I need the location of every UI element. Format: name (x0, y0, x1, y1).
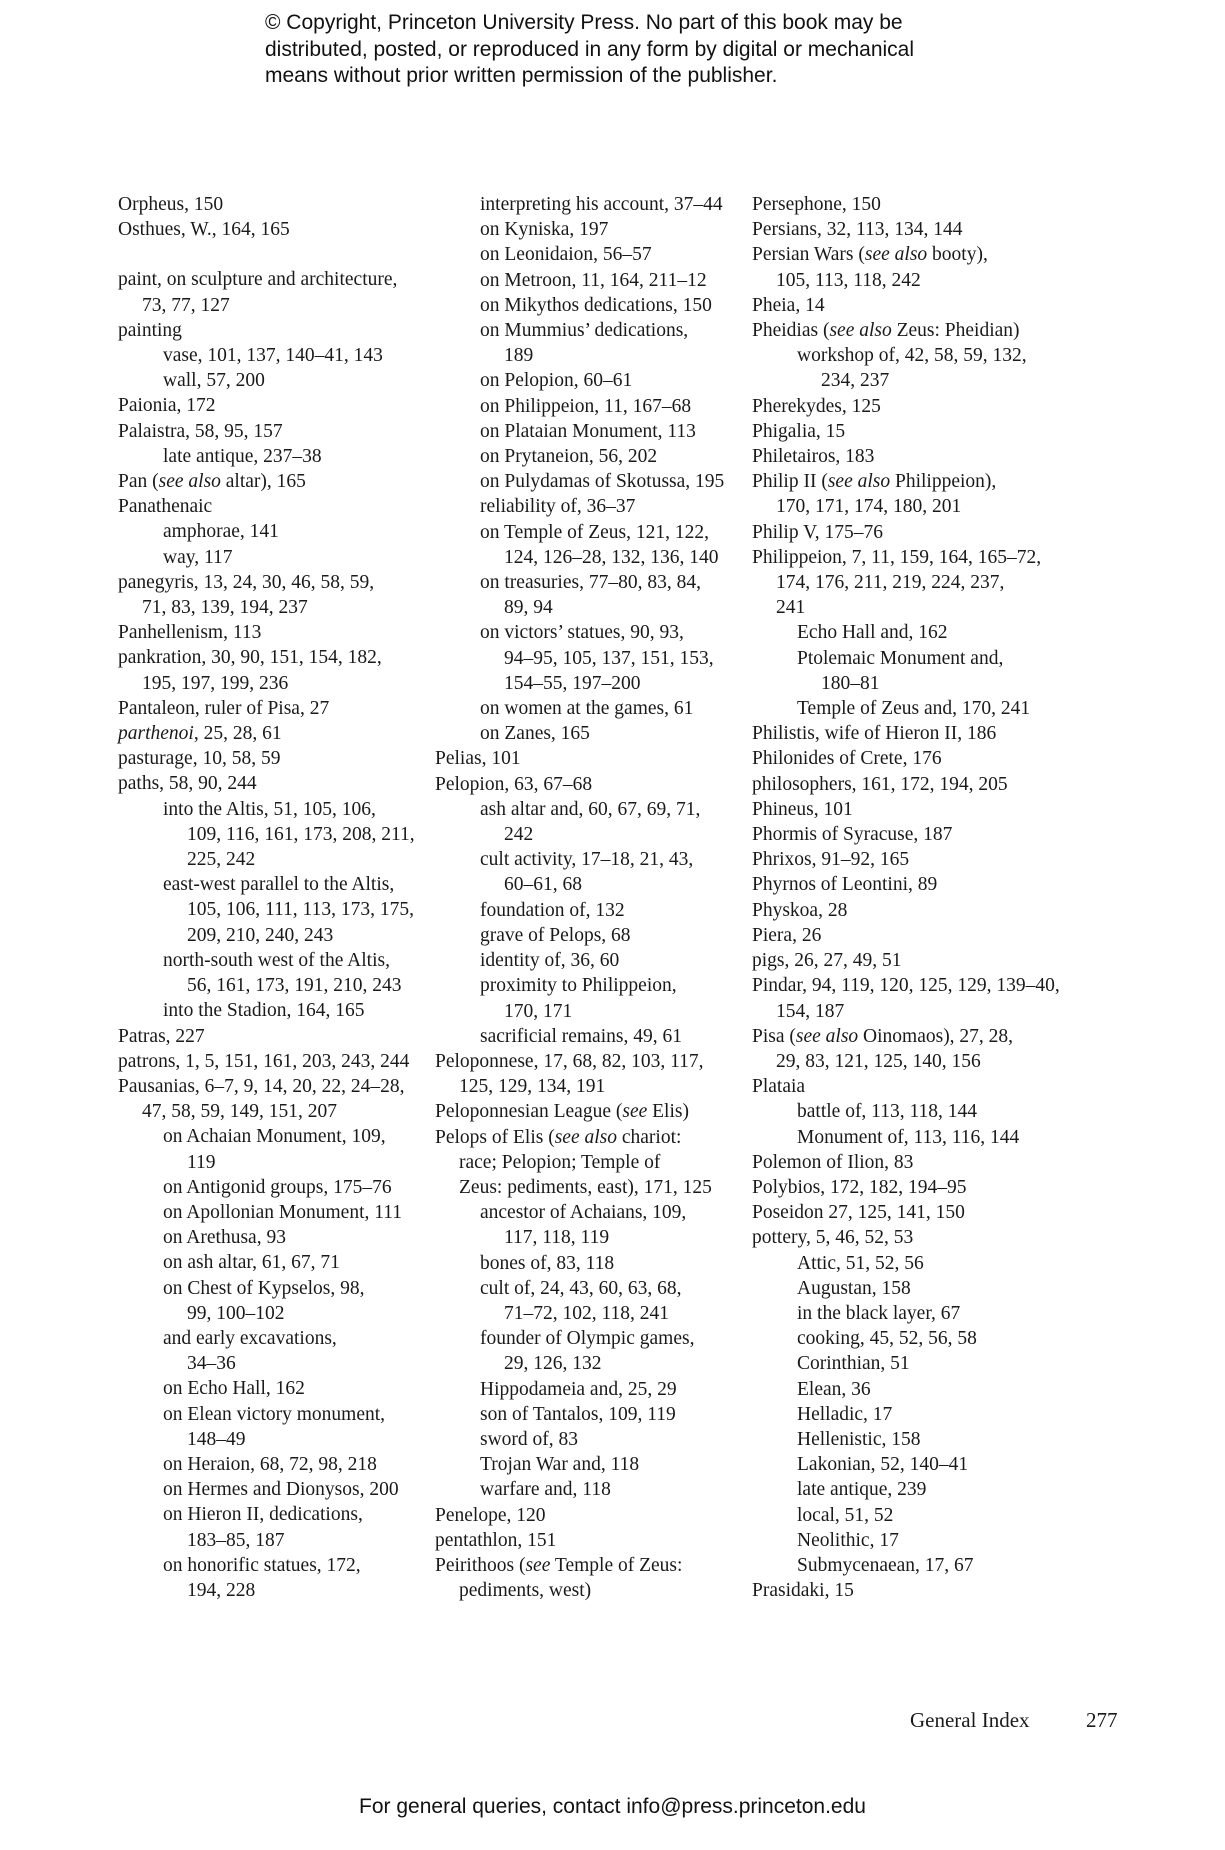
index-subentry: ancestor of Achaians, 109, 117, 118, 119 (480, 1202, 687, 1249)
index-subentry: on honorific statues, 172, 194, 228 (163, 1554, 361, 1601)
index-entry: Persian Wars (see also booty), 105, 113, 118, 242 (752, 244, 988, 291)
index-subentry: in the black layer, 67 (797, 1302, 961, 1324)
index-entry: Pheidias (see also Zeus: Pheidian) (752, 320, 1020, 342)
index-entry: Pindar, 94, 119, 120, 125, 129, 139–40, 154, 187 (752, 975, 1060, 1022)
index-entry: Pelopion, 63, 67–68 (435, 773, 593, 795)
index-subentry: on Mikythos dedications, 150 (480, 294, 712, 316)
index-entry: pigs, 26, 27, 49, 51 (752, 950, 902, 972)
index-subentry: on Apollonian Monument, 111 (163, 1201, 403, 1223)
index-subentry: son of Tantalos, 109, 119 (480, 1403, 676, 1425)
index-entry: Phineus, 101 (752, 798, 853, 820)
index-entry: pasturage, 10, 58, 59 (118, 748, 281, 770)
footer-contact: For general queries, contact info@press.princeton.edu (359, 1795, 866, 1818)
index-subentry: Monument of, 113, 116, 144 (797, 1126, 1020, 1148)
index-subentry: on Arethusa, 93 (163, 1227, 286, 1249)
index-subentry: grave of Pelops, 68 (480, 924, 631, 946)
index-entry: Osthues, W., 164, 165 (118, 219, 290, 241)
index-subentry: on Mummius’ dedications, 189 (480, 320, 689, 367)
index-entry: parthenoi, 25, 28, 61 (118, 723, 282, 745)
index-subentry: on treasuries, 77–80, 83, 84, 89, 94 (480, 572, 701, 619)
index-subentry: ash altar and, 60, 67, 69, 71, 242 (480, 798, 701, 846)
index-subentry: on Elean victory monument, 148–49 (163, 1403, 386, 1450)
index-subentry: Hippodameia and, 25, 29 (480, 1378, 677, 1400)
index-subentry: on Kyniska, 197 (480, 219, 609, 241)
index-entry: Polybios, 172, 182, 194–95 (752, 1176, 967, 1198)
running-head: General Index (910, 1708, 1030, 1732)
index-subentry: into the Stadion, 164, 165 (163, 1000, 365, 1022)
index-entry: patrons, 1, 5, 151, 161, 203, 243, 244 (118, 1050, 410, 1072)
index-subentry: sacrificial remains, 49, 61 (480, 1025, 682, 1047)
index-entry: Philip II (see also Philippeion), 170, 171, 174, 180, 201 (752, 471, 997, 518)
index-entry: Poseidon 27, 125, 141, 150 (752, 1202, 965, 1224)
index-entry: Phigalia, 15 (752, 420, 846, 442)
index-subentry: on Pelopion, 60–61 (480, 370, 633, 392)
index-entry: Peloponnesian League (see Elis) (435, 1101, 689, 1123)
index-subentry: Elean, 36 (797, 1378, 871, 1400)
page-number: 277 (1086, 1708, 1118, 1732)
copyright-notice (265, 10, 985, 90)
index-entry: painting (118, 319, 182, 341)
index-subentry: cooking, 45, 52, 56, 58 (797, 1328, 977, 1350)
index-subentry: proximity to Philippeion, 170, 171 (480, 975, 677, 1022)
index-entry: Penelope, 120 (435, 1504, 546, 1526)
index-entry: Phrixos, 91–92, 165 (752, 849, 910, 871)
index-entry: Panhellenism, 113 (118, 622, 262, 644)
index-entry: Persephone, 150 (752, 194, 881, 215)
index-subentry: on Pulydamas of Skotussa, 195 (480, 471, 725, 493)
index-subentry: interpreting his account, 37–44 (480, 194, 723, 215)
index-subentry: Lakonian, 52, 140–41 (797, 1454, 969, 1476)
index-subentry: Neolithic, 17 (797, 1529, 899, 1551)
index-subentry: on Antigonid groups, 175–76 (163, 1176, 392, 1198)
index-subentry: on Prytaneion, 56, 202 (480, 446, 658, 468)
index-subentry: on Temple of Zeus, 121, 122, 124, 126–28, 132, 136, 140 (480, 521, 719, 568)
index-subentry: bones of, 83, 118 (480, 1252, 615, 1274)
index-entry: Phyrnos of Leontini, 89 (752, 874, 938, 896)
index-subentry: on Philippeion, 11, 167–68 (480, 395, 692, 417)
index-subentry: on Achaian Monument, 109, 119 (163, 1126, 386, 1173)
index-subentry: Submycenaean, 17, 67 (797, 1554, 974, 1576)
index-entry: Pantaleon, ruler of Pisa, 27 (118, 697, 330, 719)
index-entry: Palaistra, 58, 95, 157 (118, 420, 283, 442)
index-entry: Peirithoos (see Temple of Zeus: pediments, west) (435, 1554, 683, 1602)
index-entry: Philip V, 175–76 (752, 521, 883, 543)
index-subentry: foundation of, 132 (480, 899, 625, 921)
index-subentry: reliability of, 36–37 (480, 496, 636, 518)
index-subentry: on women at the games, 61 (480, 698, 694, 720)
index-entry: Panathenaic (118, 496, 213, 518)
copyright-line: means without prior written permission of the publisher. (265, 64, 778, 87)
index-column-1 (118, 192, 418, 1603)
index-column-3 (752, 192, 1082, 1603)
index-subentry: on ash altar, 61, 67, 71 (163, 1252, 340, 1274)
index-entry: Pelops of Elis (see also chariot: race; Pelopion; Temple of Zeus: pediments, east), 171, 125 (435, 1126, 712, 1198)
index-subentry: battle of, 113, 118, 144 (797, 1101, 977, 1123)
index-subentry: way, 117 (163, 546, 233, 568)
index-entry: Pherekydes, 125 (752, 395, 881, 417)
index-subentry: on Leonidaion, 56–57 (480, 244, 652, 266)
index-subentry: workshop of, 42, 58, 59, 132, 234, 237 (797, 345, 1027, 392)
index-subentry: cult activity, 17–18, 21, 43, 60–61, 68 (480, 849, 694, 896)
index-subentry: Helladic, 17 (797, 1403, 893, 1425)
index-subentry: founder of Olympic games, 29, 126, 132 (480, 1328, 695, 1375)
index-subentry: local, 51, 52 (797, 1504, 894, 1526)
index-subentry: on Heraion, 68, 72, 98, 218 (163, 1453, 377, 1475)
index-subentry: on Zanes, 165 (480, 723, 590, 745)
index-entry: Philistis, wife of Hieron II, 186 (752, 723, 997, 745)
index-subentry: warfare and, 118 (480, 1479, 611, 1501)
index-entry: Pan (see also altar), 165 (118, 471, 306, 493)
index-entry: Polemon of Ilion, 83 (752, 1151, 914, 1173)
index-subentry: late antique, 239 (797, 1479, 927, 1501)
index-entry: Plataia (752, 1076, 806, 1098)
index-entry: Peloponnese, 17, 68, 82, 103, 117, 125, 129, 134, 191 (435, 1050, 704, 1098)
copyright-line: © Copyright, Princeton University Press. No part of this book may be (265, 11, 903, 34)
index-entry: Philippeion, 7, 11, 159, 164, 165–72, 174, 176, 211, 219, 224, 237, 241 (752, 546, 1042, 619)
index-subentry: Attic, 51, 52, 56 (797, 1252, 924, 1274)
index-subentry: and early excavations, 34–36 (163, 1327, 337, 1375)
index-entry: Philetairos, 183 (752, 446, 875, 468)
index-subentry: on Hermes and Dionysos, 200 (163, 1479, 399, 1501)
index-column-2 (435, 192, 735, 1603)
index-subentry: Echo Hall and, 162 (797, 622, 948, 644)
copyright-line: distributed, posted, or reproduced in any form by digital or mechanical (265, 37, 915, 61)
index-entry: Paionia, 172 (118, 395, 216, 417)
index-entry: Pheia, 14 (752, 294, 825, 316)
index-entry: Physkoa, 28 (752, 899, 848, 921)
index-subentry: Trojan War and, 118 (480, 1454, 640, 1476)
index-entry: pankration, 30, 90, 151, 154, 182, 195, 197, 199, 236 (118, 647, 382, 694)
index-subentry: north-south west of the Altis, 56, 161, 173, 191, 210, 243 (163, 949, 402, 997)
index-subentry: on Plataian Monument, 113 (480, 420, 696, 442)
index-subentry: identity of, 36, 60 (480, 950, 620, 972)
index-subentry: east-west parallel to the Altis, 105, 106, 111, 113, 173, 175, 209, 210, 240, 243 (163, 874, 414, 946)
index-subentry: late antique, 237–38 (163, 445, 322, 467)
index-subentry: Augustan, 158 (797, 1277, 911, 1299)
index-subentry: sword of, 83 (480, 1428, 579, 1450)
index-subentry: Corinthian, 51 (797, 1353, 910, 1375)
index-entry: pottery, 5, 46, 52, 53 (752, 1227, 914, 1249)
index-entry: paths, 58, 90, 244 (118, 773, 257, 795)
index-subentry: wall, 57, 200 (163, 370, 265, 392)
index-subentry: on victors’ statues, 90, 93, 94–95, 105, 137, 151, 153, 154–55, 197–200 (480, 622, 714, 694)
index-entry: Phormis of Syracuse, 187 (752, 824, 953, 846)
index-subentry: cult of, 24, 43, 60, 63, 68, 71–72, 102, 118, 241 (480, 1277, 682, 1324)
index-entry: Philonides of Crete, 176 (752, 748, 942, 770)
index-subentry: amphorae, 141 (163, 521, 279, 543)
index-entry: Pausanias, 6–7, 9, 14, 20, 22, 24–28, 47, 58, 59, 149, 151, 207 (118, 1075, 405, 1123)
index-subentry: on Chest of Kypselos, 98, 99, 100–102 (163, 1277, 365, 1324)
index-entry: Prasidaki, 15 (752, 1580, 854, 1602)
index-entry: Patras, 227 (118, 1025, 205, 1047)
index-entry: Orpheus, 150 (118, 194, 224, 215)
index-entry: panegyris, 13, 24, 30, 46, 58, 59, 71, 83, 139, 194, 237 (118, 571, 375, 619)
index-subentry: Hellenistic, 158 (797, 1428, 921, 1450)
index-subentry: on Hieron II, dedications, 183–85, 187 (163, 1504, 363, 1551)
index-subentry: vase, 101, 137, 140–41, 143 (163, 345, 383, 367)
index-entry: Piera, 26 (752, 924, 822, 946)
index-entry: pentathlon, 151 (435, 1529, 557, 1551)
index-subentry: Ptolemaic Monument and, 180–81 (797, 647, 1004, 694)
index-entry: paint, on sculpture and architecture, 73, 77, 127 (118, 269, 398, 316)
index-subentry: on Metroon, 11, 164, 211–12 (480, 269, 707, 291)
index-subentry: Temple of Zeus and, 170, 241 (797, 698, 1031, 720)
index-entry: philosophers, 161, 172, 194, 205 (752, 773, 1008, 795)
index-subentry: into the Altis, 51, 105, 106, 109, 116, 161, 173, 208, 211, 225, 242 (163, 798, 415, 871)
index-entry: Pisa (see also Oinomaos), 27, 28, 29, 83, 121, 125, 140, 156 (752, 1025, 1014, 1072)
index-entry: Persians, 32, 113, 134, 144 (752, 219, 963, 241)
index-entry: Pelias, 101 (435, 748, 521, 770)
index-subentry: on Echo Hall, 162 (163, 1378, 305, 1400)
